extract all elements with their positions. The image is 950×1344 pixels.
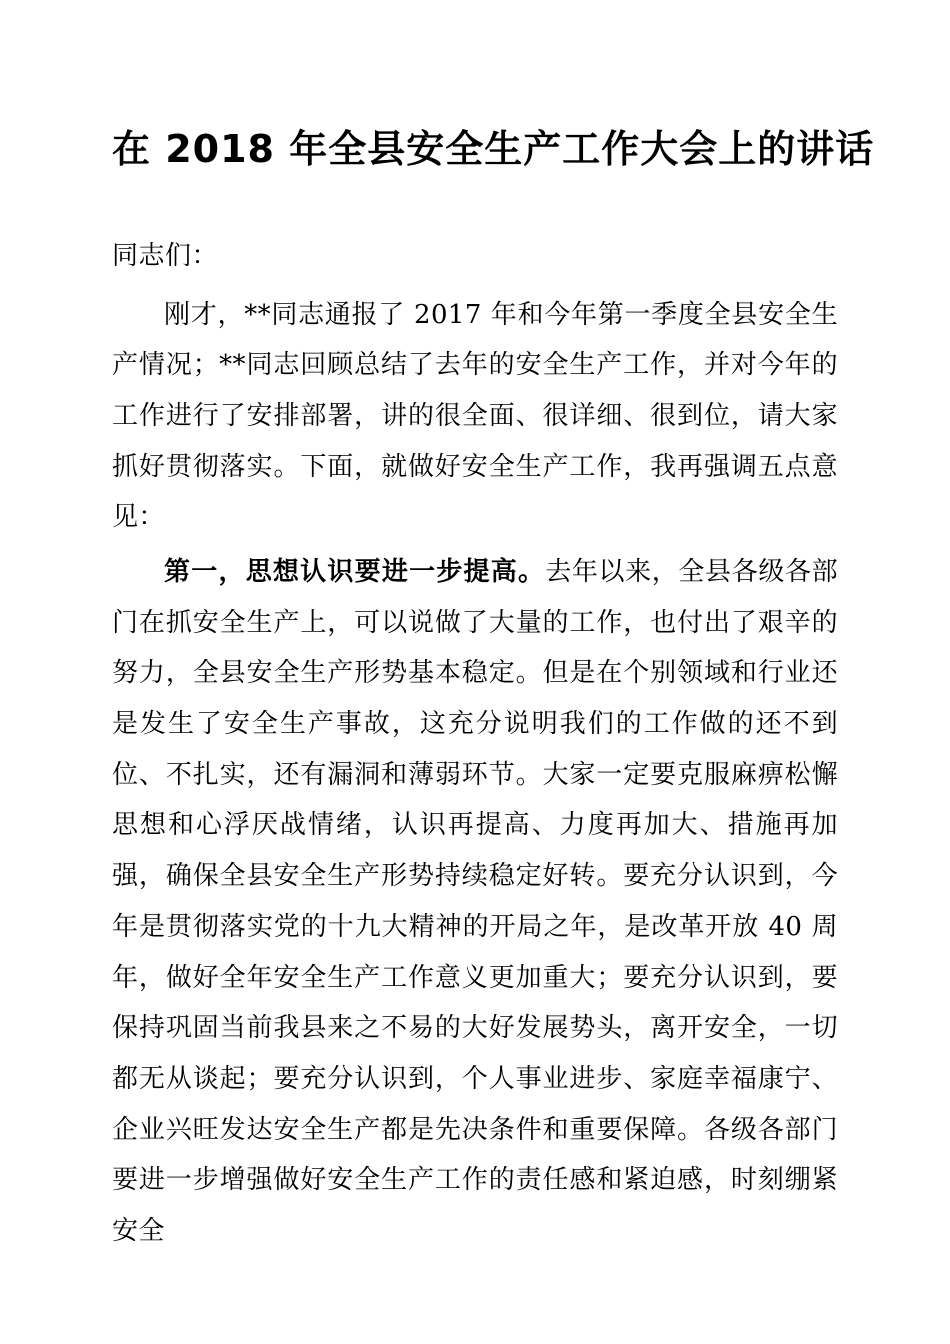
page-title: 在 2018 年全县安全生产工作大会上的讲话 xyxy=(112,127,875,171)
paragraph-2 xyxy=(112,547,838,1257)
paragraph-2-text: 去年以来，全县各级各部门在抓安全生产上，可以说做了大量的工作，也付出了艰辛的努力，全县安全生产形势基本稳定。但是在个别领域和行业还是发生了安全生产事故，这充分说明我们的工作做的还不到位、不扎实，还有漏洞和薄弱环节。大家一定要克服麻痹松懈思想和心浮厌战情绪，认识再提高、力度再加大、措施再加强，确保全县安全生产形势持续稳定好转。要充分认识到，今年是贯彻落实党的十九大精神的开局之年，是改革开放 40 周年，做好全年安全生产工作意义更加重大；要充分认识到，要保持巩固当前我县来之不易的大好发展势头，离开安全，一切都无从谈起；要充分认识到，个人事业进步、家庭幸福康宁、企业兴旺发达安全生产都是先决条件和重要保障。各级各部门要进一步增强做好安全生产工作的责任感和紧迫感，时刻绷紧安全 xyxy=(112,557,838,1246)
salutation: 同志们： xyxy=(112,240,219,271)
paragraph-2-lead: 第一，思想认识要进一步提高。 xyxy=(164,557,546,588)
paragraph-1-text: 刚才，**同志通报了 2017 年和今年第一季度全县安全生产情况；**同志回顾总结了去年的安全生产工作，并对今年的工作进行了安排部署，讲的很全面、很详细、很到位，请大家抓好贯彻落实。下面，就做好安全生产工作，我再强调五点意见： xyxy=(112,299,838,533)
paragraph-1 xyxy=(112,290,838,543)
